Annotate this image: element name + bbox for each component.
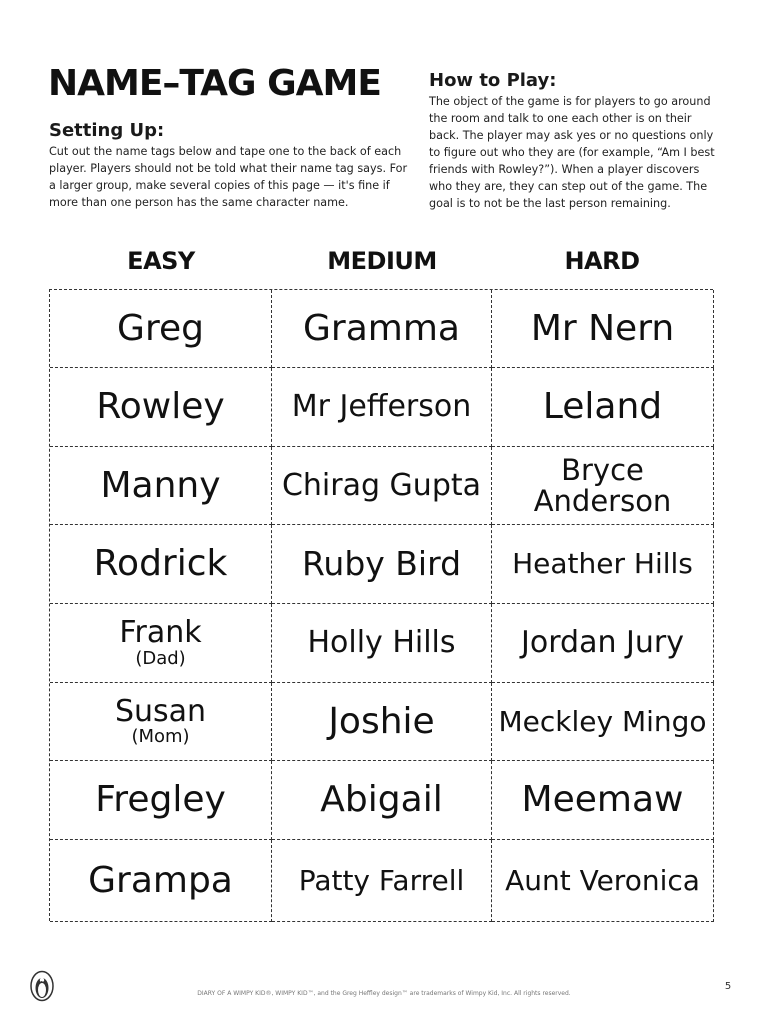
name-tag-hard: [492, 368, 714, 447]
name-tag-label: Bryce Anderson: [533, 453, 672, 518]
name-tag-label: Rowley: [96, 386, 225, 428]
how-to-play-instructions: The object of the game is for players to go around the room and talk to one each other is on their back. The player may ask yes or no questions only to figure out who they are (for example, “Am I best friends with Rowley?”). When a player discovers who they are, they can step out of the game. The goal is to not be the last person remaining.: [429, 95, 715, 210]
name-tag-label: Rodrick: [93, 543, 228, 585]
name-tag-easy: [50, 368, 272, 447]
name-tag-label: Leland: [542, 386, 663, 428]
name-tag-label: Patty Farrell: [298, 863, 465, 897]
name-tag-label: Joshie: [328, 700, 435, 742]
name-tag-hard: [492, 840, 714, 922]
name-tag-label: Susan: [114, 693, 207, 729]
name-tag-medium: [272, 525, 492, 604]
name-tag-grid: [49, 289, 713, 921]
trademark-notice: DIARY OF A WIMPY KID®, WIMPY KID™, and the Greg Heffley design™ are trademarks of Wimpy Kid, Inc. All rights reserved.: [197, 990, 571, 997]
setup-instructions: Cut out the name tags below and tape one to the back of each player. Players should not be told what their name tag says. For a larger group, make several copies of this page — it's fine if more than one person has the same character name.: [49, 145, 408, 209]
name-tag-hard: [492, 683, 714, 761]
name-tag-label: Frank: [119, 615, 202, 651]
name-tag-label: Grampa: [88, 859, 233, 901]
name-tag-medium: [272, 840, 492, 922]
name-tag-easy: [50, 761, 272, 840]
name-tag-easy: [50, 840, 272, 922]
name-tag-easy: [50, 683, 272, 761]
name-tag-medium: [272, 604, 492, 683]
setup-heading: Setting Up:: [49, 120, 165, 141]
name-tag-hard: [492, 290, 714, 368]
name-tag-label: Aunt Veronica: [505, 863, 700, 897]
name-tag-easy: [50, 604, 272, 683]
name-tag-label: Jordan Jury: [521, 625, 684, 661]
name-tag-label: Gramma: [303, 307, 460, 349]
name-tag-hard: [492, 604, 714, 683]
name-tag-easy: [50, 525, 272, 604]
penguin-logo-icon: [29, 970, 55, 1002]
name-tag-label: Meemaw: [521, 779, 684, 821]
page-title: NAME–TAG GAME: [48, 63, 381, 104]
name-tag-medium: [272, 368, 492, 447]
name-tag-label: Manny: [100, 464, 221, 506]
name-tag-medium: [272, 683, 492, 761]
name-tag-hard: [492, 447, 714, 525]
name-tag-hard: [492, 761, 714, 840]
name-tag-relation: (Mom): [131, 726, 190, 748]
name-tag-label: Fregley: [95, 779, 226, 821]
column-heading-medium: MEDIUM: [327, 247, 437, 275]
name-tag-label: Mr Nern: [530, 307, 675, 349]
name-tag-medium: [272, 761, 492, 840]
name-tag-easy: [50, 447, 272, 525]
how-to-play-heading: How to Play:: [429, 70, 557, 91]
name-tag-label: Meckley Mingo: [498, 704, 707, 738]
name-tag-hard: [492, 525, 714, 604]
name-tag-label: Mr Jefferson: [291, 389, 472, 425]
name-tag-medium: [272, 447, 492, 525]
name-tag-easy: [50, 290, 272, 368]
name-tag-medium: [272, 290, 492, 368]
name-tag-label: Chirag Gupta: [281, 467, 482, 503]
name-tag-relation: (Dad): [135, 647, 186, 669]
column-heading-hard: HARD: [564, 247, 640, 275]
name-tag-label: Greg: [117, 307, 204, 349]
name-tag-label: Holly Hills: [307, 625, 456, 661]
page-number: 5: [724, 981, 732, 992]
name-tag-label: Abigail: [320, 779, 443, 821]
name-tag-label: Heather Hills: [512, 547, 693, 581]
column-heading-easy: EASY: [127, 247, 195, 275]
name-tag-label: Ruby Bird: [301, 543, 462, 583]
